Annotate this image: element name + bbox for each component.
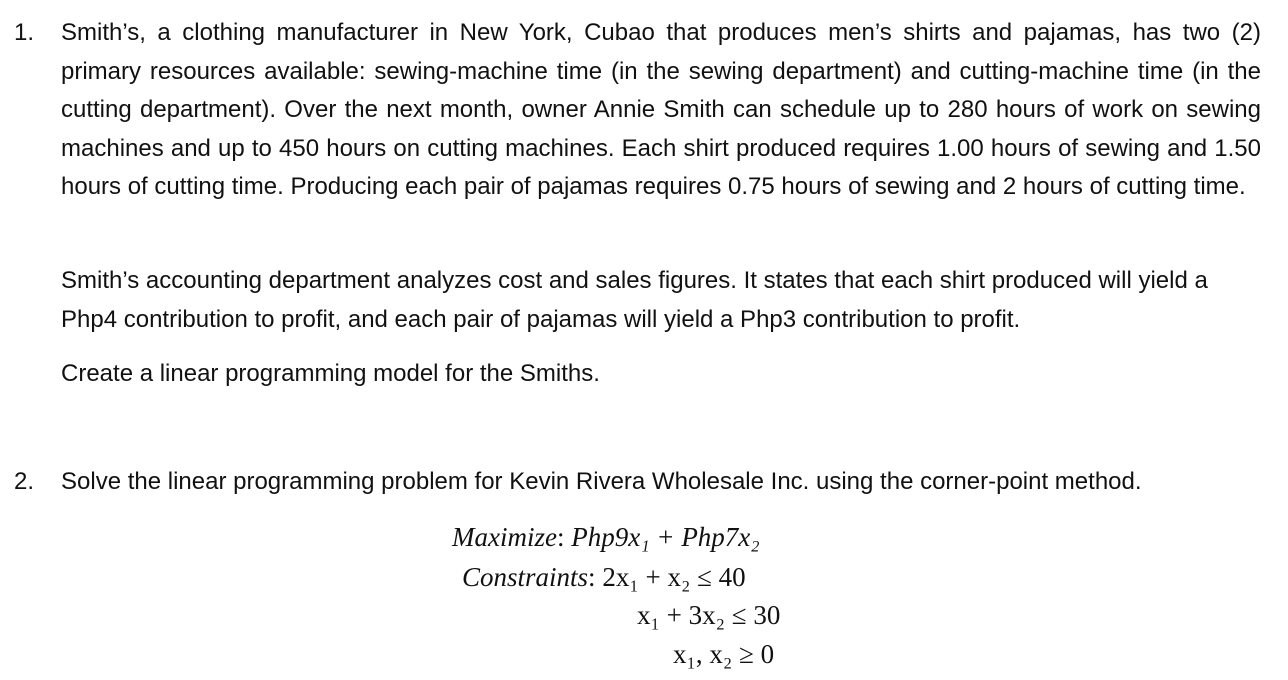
constraints-line-3 — [673, 636, 774, 672]
constraint-2: x₁ + 3x₂ ≤ 30 — [637, 600, 781, 630]
objective-label: Maximize — [452, 522, 557, 552]
constraints-line-1: Constraints: 2x₁ + x₂ ≤ 40 — [462, 562, 746, 592]
objective-line: Maximize: Php9x₁ + Php7x₂ — [452, 522, 760, 552]
constraint-1: 2x₁ + x₂ ≤ 40 — [602, 562, 746, 592]
problem-1-paragraph-2: Smith’s accounting department analyzes cost and sales figures. It states that each shirt produced will yield a Php4 contribution to profit, and each pair of pajamas will yield a Php3 contribution to profit. — [61, 267, 1208, 333]
problem-1-number: 1. — [14, 19, 35, 46]
problem-1-paragraph-3: Create a linear programming model for the Smiths. — [61, 360, 600, 387]
constraints-label: Constraints — [462, 562, 589, 592]
objective-expression: Php9x₁ + Php7x₂ — [571, 522, 760, 552]
problem-2-number: 2. — [14, 468, 35, 495]
problem-2-statement: Solve the linear programming problem for Kevin Rivera Wholesale Inc. using the corner-point method. — [61, 468, 1142, 495]
constraint-nonnegativity: x₁, x₂ ≥ 0 — [673, 639, 775, 669]
constraints-line-2 — [637, 597, 780, 633]
problem-1-paragraph-1: Smith’s, a clothing manufacturer in New York, Cubao that produces men’s shirts and pajamas, has two (2) primary resources available: sewing-machine time (in the sewing department) and cutting-machine time (in the cutting department). Over the next month, owner Annie Smith can schedule up to 280 hours of work on sewing machines and up to 450 hours on cutting machines. Each shirt produced requires 1.00 hours of sewing and 1.50 hours of cutting time. Producing each pair of pajamas requires 0.75 hours of sewing and 2 hours of cutting time. — [61, 19, 1261, 200]
